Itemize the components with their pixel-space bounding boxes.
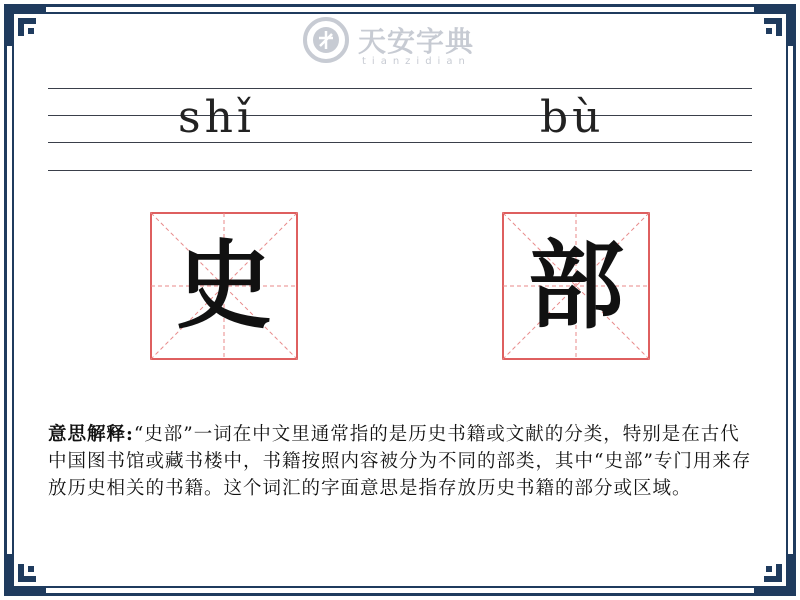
hanzi-character: 史 [176,229,272,342]
logo-seal-icon [302,16,350,64]
character-grid [150,212,298,360]
corner-ornament-icon [4,4,48,48]
pinyin-syllable: bù [540,92,605,143]
site-logo [302,16,502,72]
corner-ornament-icon [4,552,48,596]
meaning-label: 意思解释: [48,424,134,445]
meaning-text: “史部”一词在中文里通常指的是历史书籍或文献的分类，特别是在古代中国图书馆或藏书楼中，书籍按照内容被分为不同的部类，其中“史部”专门用来存放历史相关的书籍。这个词汇的字面意思是指存放历史书籍的部分或区域。 [48,424,752,499]
corner-ornament-icon [752,4,796,48]
hanzi-character: 部 [528,229,624,342]
corner-ornament-icon [752,552,796,596]
logo-title: 天安字典 [358,25,475,58]
logo-subtitle: tianzidian [362,56,471,67]
guide-line [48,115,752,116]
guide-line [48,142,752,143]
guide-line [48,170,752,171]
character-grid [502,212,650,360]
pinyin-guide-lines [48,88,752,174]
pinyin-syllable: shǐ [178,92,255,143]
guide-line [48,88,752,89]
meaning-paragraph [48,421,752,502]
